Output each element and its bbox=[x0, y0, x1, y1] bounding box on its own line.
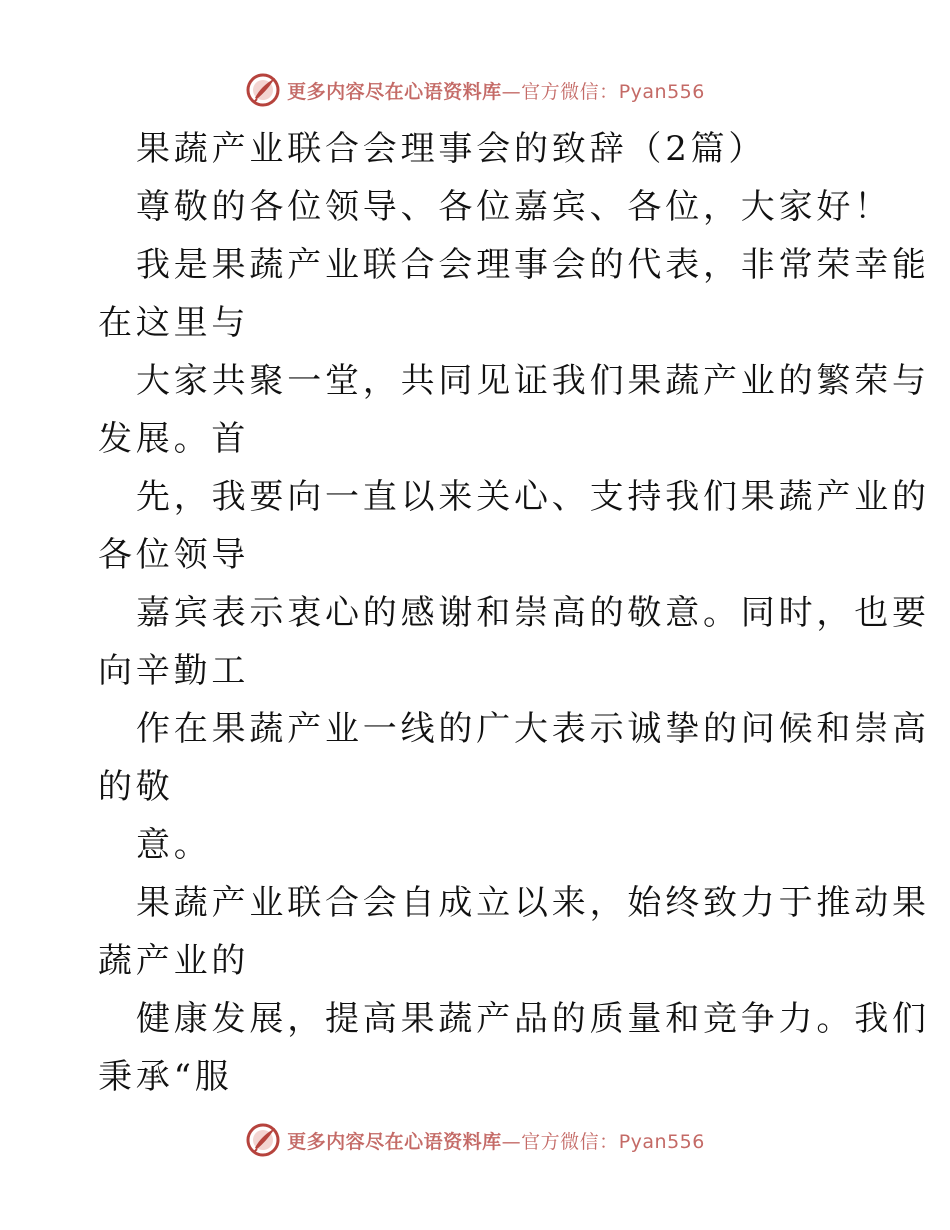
footer-banner bbox=[0, 1120, 950, 1160]
quill-circle-logo-icon bbox=[245, 1122, 281, 1158]
document-line: 各位领导 bbox=[98, 535, 250, 575]
banner-main-text: 更多内容尽在心语资料库 bbox=[287, 1130, 502, 1153]
document-line: 向辛勤工 bbox=[98, 651, 250, 691]
document-line: 大家共聚一堂，共同见证我们果蔬产业的繁荣与 bbox=[136, 361, 930, 401]
document-body bbox=[98, 120, 930, 1106]
document-line: 蔬产业的 bbox=[98, 941, 250, 981]
document-line: 果蔬产业联合会自成立以来，始终致力于推动果 bbox=[136, 883, 930, 923]
document-line: 嘉宾表示衷心的感谢和崇高的敬意。同时，也要 bbox=[136, 593, 930, 633]
document-title: 果蔬产业联合会理事会的致辞（2篇） bbox=[136, 129, 767, 169]
banner-dash: — bbox=[501, 80, 522, 103]
banner-wechat-label: 官方微信： bbox=[521, 80, 619, 103]
document-line: 作在果蔬产业一线的广大表示诚挚的问候和崇高 bbox=[136, 709, 930, 749]
header-banner bbox=[0, 70, 950, 110]
document-line: 秉承“服 bbox=[98, 1057, 233, 1097]
document-line: 我是果蔬产业联合会理事会的代表，非常荣幸能 bbox=[136, 245, 930, 285]
document-line: 健康发展，提高果蔬产品的质量和竞争力。我们 bbox=[136, 999, 930, 1039]
banner-dash: — bbox=[501, 1130, 522, 1153]
quill-circle-logo-icon bbox=[245, 72, 281, 108]
banner-main-text: 更多内容尽在心语资料库 bbox=[287, 80, 502, 103]
document-line: 的敬 bbox=[98, 767, 174, 807]
banner-wechat-label: 官方微信： bbox=[521, 1130, 619, 1153]
banner-wechat-id: Pyan556 bbox=[618, 1130, 705, 1153]
document-line: 在这里与 bbox=[98, 303, 250, 343]
document-line: 发展。首 bbox=[98, 419, 250, 459]
document-line: 先，我要向一直以来关心、支持我们果蔬产业的 bbox=[136, 477, 930, 517]
banner-wechat-id: Pyan556 bbox=[618, 80, 705, 103]
document-line: 意。 bbox=[136, 825, 212, 865]
document-line: 尊敬的各位领导、各位嘉宾、各位，大家好！ bbox=[136, 187, 892, 227]
